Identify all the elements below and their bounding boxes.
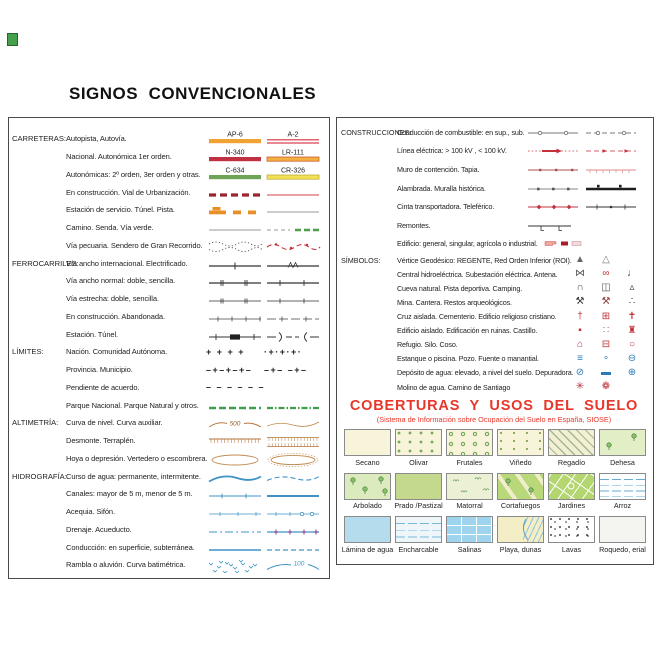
bullring-icon: ○ [628,338,636,350]
archaeological-site-icon: ∴ [628,296,636,308]
land-cover-label: Matorral [456,501,483,511]
powerline-high [525,142,583,159]
land-cover-label: Roquedo, erial [599,544,646,554]
legend-row [12,343,329,361]
legend-row [12,485,329,503]
livestock-trail [206,237,264,254]
church-icon: ✝ [627,310,637,322]
svg-text:500: 500 [229,420,241,428]
rail-narrow-double [206,290,264,307]
fuel-pipeline-surface [525,124,583,141]
boundary-symbol-text: + + + + [206,346,246,357]
camino-santiago-icon [593,381,619,393]
legend-row-label: Autopista, Autovía. [66,134,127,144]
land-cover-cell [495,473,546,511]
legend-row-label: Vía ancho normal: doble, sencilla. [66,276,176,286]
legend-row [12,521,329,539]
land-cover-label: Olivar [409,457,428,467]
historic-wall [583,180,641,197]
road-under-construction [206,184,264,201]
boundary-symbol-text: –+– –+– [264,364,308,375]
powerline-low [583,142,641,159]
land-cover-cell [597,473,648,511]
land-cover-cell [342,473,393,511]
legend-row-label: Desmonte. Terraplén. [66,436,136,446]
cut-slope-hachures [206,432,264,449]
rail-narrow-single [264,290,324,307]
land-cover-cell [546,429,597,467]
legend-row [12,237,329,255]
cave-icon [567,282,593,294]
legend-row-label: Curva de nivel. Curva auxiliar. [66,418,163,428]
right-panel-rows [341,123,653,394]
rail-abandoned [264,308,324,325]
left-panel [8,117,330,579]
roi-vertex-icon [593,254,619,266]
coberturas-subtitle: (Sistema de Información sobre Ocupación del Suelo en España, SIOSE) [376,415,612,425]
cave-icon: ∩ [576,282,584,294]
ground-water-tank-icon: ▬ [601,366,611,378]
rail-tunnel-mark [264,326,324,343]
legend-row [341,123,653,142]
silo-icon [593,339,619,351]
green-corner-mark [7,33,18,46]
land-cover-label: Arroz [613,501,632,511]
legend-row-label: En construcción. Vial de Urbanización. [66,187,191,197]
legend-row [12,130,329,148]
land-cover-swatch-arroz [599,473,646,500]
land-cover-cell [597,516,648,554]
legend-row [12,308,329,326]
pond-pool-icon: ≡ [577,352,583,364]
irrigation-ditch [206,503,264,520]
legend-row-label: Cinta transportadora. Teleférico. [397,202,495,212]
national-park-boundary [206,397,264,414]
archaeological-site-icon [619,296,645,308]
svg-text:A-2: A-2 [287,131,299,139]
svg-text:C-634: C-634 [225,167,245,175]
antenna-icon [619,268,645,280]
legend-row-label: Refugio. Silo. Coso. [397,340,458,350]
legend-row-label: Cueva natural. Pista deportiva. Camping. [397,283,523,293]
legend-row [341,281,653,295]
land-cover-label: Frutales [456,457,483,467]
geodetic-vertex-icon [567,254,593,266]
svg-text:CR-326: CR-326 [280,167,306,175]
land-cover-swatch-salinas [446,516,493,543]
treatment-plant-icon: ⊕ [627,366,637,378]
fuel-pipeline-underground [583,124,641,141]
antenna-icon: ♩ [627,268,637,280]
land-cover-cell [393,429,444,467]
roi-vertex-icon: △ [602,254,610,266]
natural-park-boundary [264,397,324,414]
legend-row [12,219,329,237]
treatment-plant-icon [619,367,645,379]
land-cover-swatch-frutales [446,429,493,456]
refuge-icon [567,339,593,351]
legend-row [12,556,329,574]
sports-field-icon: ◫ [601,282,611,294]
land-cover-label: Viñedo [509,457,532,467]
spring-icon [619,353,645,365]
church-icon [619,311,645,323]
land-cover-label: Arbolado [353,501,382,511]
legend-row-label: En construcción. Abandonada. [66,311,165,321]
ground-water-tank-icon [593,367,619,379]
land-cover-swatch-vinedo [497,429,544,456]
national-boundary-text [206,347,264,357]
legend-row-label: Mina. Cantera. Restos arqueológicos. [397,297,512,307]
land-cover-label: Cortafuegos [500,501,541,511]
svg-text:AP-6: AP-6 [227,131,243,139]
land-cover-swatch-lamina [344,516,391,543]
legend-row [341,366,653,380]
section-label: SÍMBOLOS: [341,255,381,265]
land-cover-swatch-cortafuegos [497,473,544,500]
tapia-wall [583,161,641,178]
land-cover-label: Prado /Pastizal [394,501,443,511]
sports-field-icon [593,282,619,294]
legend-row [12,148,329,166]
water-mill-icon [567,381,593,393]
legend-row [341,197,653,216]
legend-row [341,352,653,366]
legend-row-label: Edificio aislado. Edificación en ruinas. Castillo. [397,326,538,336]
legend-row-label: Autonómicas: 2º orden, 3er orden y otras. [66,169,201,179]
right-panel [336,117,654,565]
section-label: HIDROGRAFÍA: [12,471,67,481]
land-cover-label: Lámina de agua [341,544,394,554]
land-cover-swatch-prado [395,473,442,500]
cemetery-icon: ⊞ [601,310,611,322]
land-cover-cell [393,473,444,511]
isolated-building-icon: ▪ [578,324,582,336]
depression-oval [206,450,264,467]
substation-icon [593,268,619,280]
municipal-boundary-text [264,365,324,375]
mine-icon: ⚒ [575,296,585,308]
legend-row-label: Alambrada. Muralla histórica. [397,183,486,193]
legend-row-label: Canales: mayor de 5 m, menor de 5 m. [66,489,193,499]
silo-icon: ⊟ [601,338,611,350]
elevated-water-tank-icon: ⊘ [575,366,585,378]
bullring-icon [619,339,645,351]
legend-row [12,379,329,397]
retaining-wall [525,161,583,178]
legend-row [12,166,329,184]
legend-row-label: Remontes. [397,220,431,230]
pending-boundary-text [206,382,264,392]
spring-icon: ⊖ [627,352,637,364]
legend-row [341,310,653,324]
urbanization-road [264,184,324,201]
legend-row [12,201,329,219]
legend-row [12,272,329,290]
cross-icon [567,311,593,323]
coberturas-grid [342,429,653,560]
quarry-icon: ⚒ [601,296,611,308]
legend-row [341,216,653,235]
camino-santiago-icon: ❁ [601,381,611,393]
cemetery-icon [593,311,619,323]
track-line [264,201,324,218]
page-title: SIGNOS CONVENCIONALES [69,84,317,103]
legend-row-label: Molino de agua. Camino de Santiago [397,382,511,392]
boundary-symbol-text: ·+·+·+· [264,346,303,357]
land-cover-cell [495,516,546,554]
mine-icon [567,296,593,308]
castle-icon: ♜ [627,324,637,336]
land-cover-swatch-matorral [446,473,493,500]
legend-row-label: Hoya o depresión. Vertedero o escombrera. [66,453,208,463]
land-cover-swatch-jardines [548,473,595,500]
isolated-building-icon [567,325,593,337]
land-cover-label: Lavas [561,544,582,554]
pond-pool-icon [567,353,593,365]
contour-auxiliary [264,414,324,431]
boundary-symbol-text: – – – – – – [206,382,266,393]
legend-row-label: Vía ancho internacional. Electrificado. [66,258,188,268]
refuge-icon: ⌂ [576,338,584,350]
stream-perennial [206,468,264,485]
land-cover-cell [444,516,495,554]
drainage-line [206,521,264,538]
land-cover-cell [444,429,495,467]
land-cover-label: Playa, dunas [499,544,542,554]
land-cover-swatch-regadio [548,429,595,456]
autonomic-first-order-bar [264,148,324,165]
stream-intermittent [264,468,324,485]
section-label: FERROCARRILES: [12,258,79,268]
land-cover-cell [546,473,597,511]
rail-international [206,255,264,272]
geodetic-vertex-icon: ▲ [575,254,585,266]
contour-line-labeled [206,414,264,431]
land-cover-swatch-lavas [548,516,595,543]
boundary-symbol-text: –+–+–+– [206,364,253,375]
legend-row-label: Conducción: en superficie, subterránea. [66,542,195,552]
land-cover-swatch-encharcable [395,516,442,543]
land-cover-cell [342,429,393,467]
legend-row-label: Cruz aislada. Cementerio. Edificio religioso cristiano. [397,312,557,322]
motorway-toll-bar [206,130,264,147]
rail-station-mark [206,326,264,343]
water-pipe-surface [206,539,264,556]
legend-row-label: Vía estrecha: doble, sencilla. [66,294,159,304]
land-cover-label: Dehesa [610,457,635,467]
land-cover-label: Regadío [557,457,586,467]
legend-row-label: Estanque o piscina. Pozo. Fuente o manantial. [397,354,539,364]
rail-single [264,272,324,289]
service-station-tunnel-icons [206,201,264,218]
land-cover-swatch-roquedo [599,516,646,543]
legend-row-label: Acequia. Sifón. [66,507,115,517]
motorway-free-bar [264,130,324,147]
legend-row-label: Estación de servicio. Túnel. Pista. [66,205,175,215]
legend-row-label: Depósito de agua: elevado, a nivel del suelo. Depuradora. [397,368,574,378]
rail-under-construction [206,308,264,325]
legend-row [341,338,653,352]
land-cover-swatch-dehesa [599,429,646,456]
legend-row-label: Vía pecuaria. Sendero de Gran Recorrido. [66,240,203,250]
legend-row-label: Línea eléctrica: > 100 kV , < 100 kV. [397,146,507,156]
land-cover-label: Salinas [457,544,482,554]
trail-greenway-line [264,219,324,236]
legend-row-label: Pendiente de acuerdo. [66,382,140,392]
legend-row [12,325,329,343]
legend-row [341,179,653,198]
legend-row [12,467,329,485]
legend-row [341,295,653,309]
svg-text:N-340: N-340 [225,149,245,157]
hydro-plant-icon: ⋈ [575,268,585,280]
cross-icon: † [577,310,583,322]
legend-row-label: Vértice Geodésico: REGENTE, Red Orden Inferior (ROI). [397,255,572,265]
land-cover-cell [444,473,495,511]
gr-footpath [264,237,324,254]
legend-row-label: Curso de agua: permanente, intermitente. [66,471,201,481]
legend-row-label: Muro de contención. Tapia. [397,164,480,174]
svg-text:LR-111: LR-111 [282,149,304,157]
legend-row [12,450,329,468]
legend-row [341,324,653,338]
embankment-hachures [264,432,324,449]
legend-row [341,380,653,394]
legend-row-label: Nacional. Autonómica 1er orden. [66,152,172,162]
legend-row [341,160,653,179]
land-cover-cell [597,429,648,467]
land-cover-swatch-secano [344,429,391,456]
water-pipe-underground [264,539,324,556]
camping-icon [619,282,645,294]
legend-row-label: Provincia. Municipio. [66,365,133,375]
legend-row [12,183,329,201]
legend-row [341,235,653,254]
section-label: CARRETERAS: [12,134,67,144]
land-cover-swatch-olivar [395,429,442,456]
aqueduct-line [264,521,324,538]
svg-text:100: 100 [293,560,305,568]
legend-row-label: Rambla o aluvión. Curva batimétrica. [66,560,186,570]
land-cover-swatch-arbolado [344,473,391,500]
ruins-icon [593,325,619,337]
elevated-water-tank-icon [567,367,593,379]
legend-row [341,267,653,281]
legend-row-label: Edificio: general, singular, agrícola o industrial. [397,239,538,249]
legend-row-label: Conducción de combustible: en sup., sub. [397,127,525,137]
legend-row-label: Central hidroeléctrica. Subestación eléctrica. Antena. [397,269,558,279]
land-cover-swatch-playa [497,516,544,543]
legend-row [12,538,329,556]
legend-row [12,361,329,379]
section-label: LÍMITES: [12,347,44,357]
autonomic-other-bar [264,166,324,183]
dump-site-oval [264,450,324,467]
wash-alluvium-texture [206,556,264,573]
legend-row [12,254,329,272]
water-mill-icon: ✳ [575,381,585,393]
rail-double [206,272,264,289]
rail-electrified [264,255,324,272]
quarry-icon [593,296,619,308]
hydro-plant-icon [567,268,593,280]
wire-fence [525,180,583,197]
siphon-line [264,503,324,520]
castle-icon [619,325,645,337]
cable-car-line [583,198,641,215]
legend-row-label: Drenaje. Acueducto. [66,524,132,534]
bathymetric-curve [264,556,324,573]
land-cover-cell [495,429,546,467]
legend-row [341,142,653,161]
section-label: CONSTRUCCIONES: [341,127,412,137]
land-cover-cell [546,516,597,554]
legend-row [12,414,329,432]
legend-row-label: Camino. Senda. Vía verde. [66,223,154,233]
legend-row [12,503,329,521]
well-icon [593,353,619,365]
conveyor-belt [525,198,583,215]
ruins-icon: ∷ [602,324,610,336]
legend-row-label: Estación. Túnel. [66,329,119,339]
legend-row-label: Parque Nacional. Parque Natural y otros. [66,400,199,410]
land-cover-label: Jardines [557,501,586,511]
legend-row-label: Nación. Comunidad Autónoma. [66,347,168,357]
building-types [525,235,583,252]
region-boundary-text [264,347,324,357]
canal-minor [264,485,324,502]
land-cover-label: Encharcable [398,544,439,554]
land-cover-cell [342,516,393,554]
legend-row [12,432,329,450]
legend-row [12,290,329,308]
autonomic-second-order-bar [206,166,264,183]
section-label: ALTIMETRÍA: [12,418,59,428]
national-road-bar [206,148,264,165]
legend-row [341,253,653,267]
substation-icon: ∞ [602,268,610,280]
well-icon: ∘ [602,352,610,364]
land-cover-cell [393,516,444,554]
province-boundary-text [206,365,264,375]
coberturas-title: COBERTURAS Y USOS DEL SUELO [349,398,639,415]
legend-row [12,396,329,414]
land-cover-label: Secano [355,457,380,467]
canal-major [206,485,264,502]
ski-lift-line [525,217,583,234]
camping-icon: ▵ [629,282,635,294]
path-line [206,219,264,236]
